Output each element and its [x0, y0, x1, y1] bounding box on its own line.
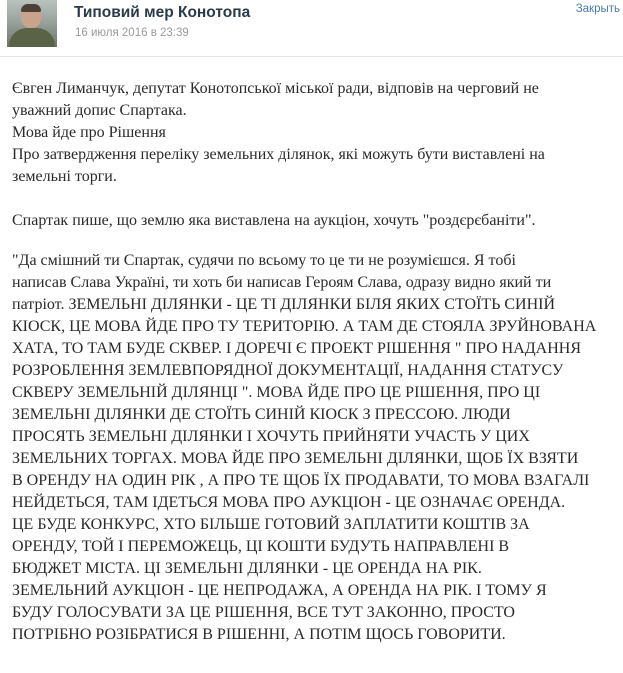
text-line: "Да смішний ти Спартак, судячи по всьому то це ти не розумієшся. Я тобі — [12, 252, 516, 269]
text-line: уважний допис Спартака. — [12, 102, 187, 119]
text-line: В ОРЕНДУ НА ОДИН РІК , А ПРО ТЕ ЩОБ ЇХ ПРОДАВАТИ, ТО МОВА ВЗАГАЛІ — [12, 472, 590, 489]
author-name[interactable]: Типовий мер Конотопа — [74, 4, 251, 21]
text-line: ХАТА, ТО ТАМ БУДЕ СКВЕР. І ДОРЕЧІ Є ПРОЕКТ РІШЕННЯ " ПРО НАДАННЯ — [12, 340, 582, 357]
text-line: КІОСК, ЦЕ МОВА ЙДЕ ПРО ТУ ТЕРИТОРІЮ. А ТАМ ДЕ СТОЯЛА ЗРУЙНОВАНА — [12, 318, 597, 335]
text-line: БУДУ ГОЛОСУВАТИ ЗА ЦЕ РІШЕННЯ, ВСЕ ТУТ ЗАКОННО, ПРОСТО — [12, 604, 515, 621]
post-header — [0, 0, 623, 57]
text-line: ЦЕ БУДЕ КОНКУРС, ХТО БІЛЬШЕ ГОТОВИЙ ЗАПЛАТИТИ КОШТІВ ЗА — [12, 516, 530, 533]
text-line: РОЗРОБЛЕННЯ ЗЕМЛЕВПОРЯДНОЇ ДОКУМЕНТАЦІЇ, НАДАННЯ СТАТУСУ — [12, 362, 564, 379]
text-line: патріот. ЗЕМЕЛЬНІ ДІЛЯНКИ - ЦЕ ТІ ДІЛЯНКИ БІЛЯ ЯКИХ СТОЇТЬ СИНІЙ — [12, 296, 556, 313]
quote-block — [12, 250, 612, 646]
text-line: Мова йде про Рішення — [12, 124, 166, 141]
post-date: 16 июля 2016 в 23:39 — [75, 27, 189, 39]
post-content — [12, 78, 612, 646]
text-line: ЗЕМЕЛЬНИЙ АУКЦІОН - ЦЕ НЕПРОДАЖА, А ОРЕНДА НА РІК. І ТОМУ Я — [12, 582, 547, 599]
text-line: СКВЕРУ ЗЕМЕЛЬНІЙ ДІЛЯНЦІ ". МОВА ЙДЕ ПРО ЦЕ РІШЕННЯ, ПРО ЦІ — [12, 384, 541, 401]
text-line: БЮДЖЕТ МІСТА. ЦІ ЗЕМЕЛЬНІ ДІЛЯНКИ - ЦЕ ОРЕНДА НА РІК. — [12, 560, 482, 577]
text-line: ОРЕНДУ, ТОЙ І ПЕРЕМОЖЕЦЬ, ЦІ КОШТИ БУДУТЬ НАПРАВЛЕНІ В — [12, 538, 510, 555]
intro-block — [12, 78, 612, 188]
text-line: земельні торги. — [12, 168, 117, 185]
text-line: Євген Лиманчук, депутат Конотопської міської ради, відповів на черговий не — [12, 80, 539, 97]
text-line: ЗЕМЕЛЬНИХ ТОРГАХ. МОВА ЙДЕ ПРО ЗЕМЕЛЬНІ ДІЛЯНКИ, ЩОБ ЇХ ВЗЯТИ — [12, 450, 579, 467]
text-line: Спартак пише, що землю яка виставлена на аукціон, хочуть "роздєрєбаніти". — [12, 212, 536, 229]
text-line: ПОТРІБНО РОЗІБРАТИСЯ В РІШЕННІ, А ПОТІМ ЩОСЬ ГОВОРИТИ. — [12, 626, 506, 643]
text-line: НЕЙДЕТЬСЯ, ТАМ ІДЕТЬСЯ МОВА ПРО АУКЦІОН - ЦЕ ОЗНАЧАЄ ОРЕНДА. — [12, 494, 566, 511]
avatar[interactable] — [7, 0, 57, 47]
text-line: Про затвердження переліку земельних ділянок, які можуть бути виставлені на — [12, 146, 545, 163]
text-line: ПРОСЯТЬ ЗЕМЕЛЬНІ ДІЛЯНКИ І ХОЧУТЬ ПРИЙНЯТИ УЧАСТЬ У ЦИХ — [12, 428, 530, 445]
text-line: ЗЕМЕЛЬНІ ДІЛЯНКИ ДЕ СТОЇТЬ СИНІЙ КІОСК З ПРЕССОЮ. ЛЮДИ — [12, 406, 511, 423]
close-button[interactable]: Закрыть — [575, 3, 620, 15]
text-line: написав Слава Україні, ти хоть би написав Героям Слава, одразу видно який ти — [12, 274, 552, 291]
